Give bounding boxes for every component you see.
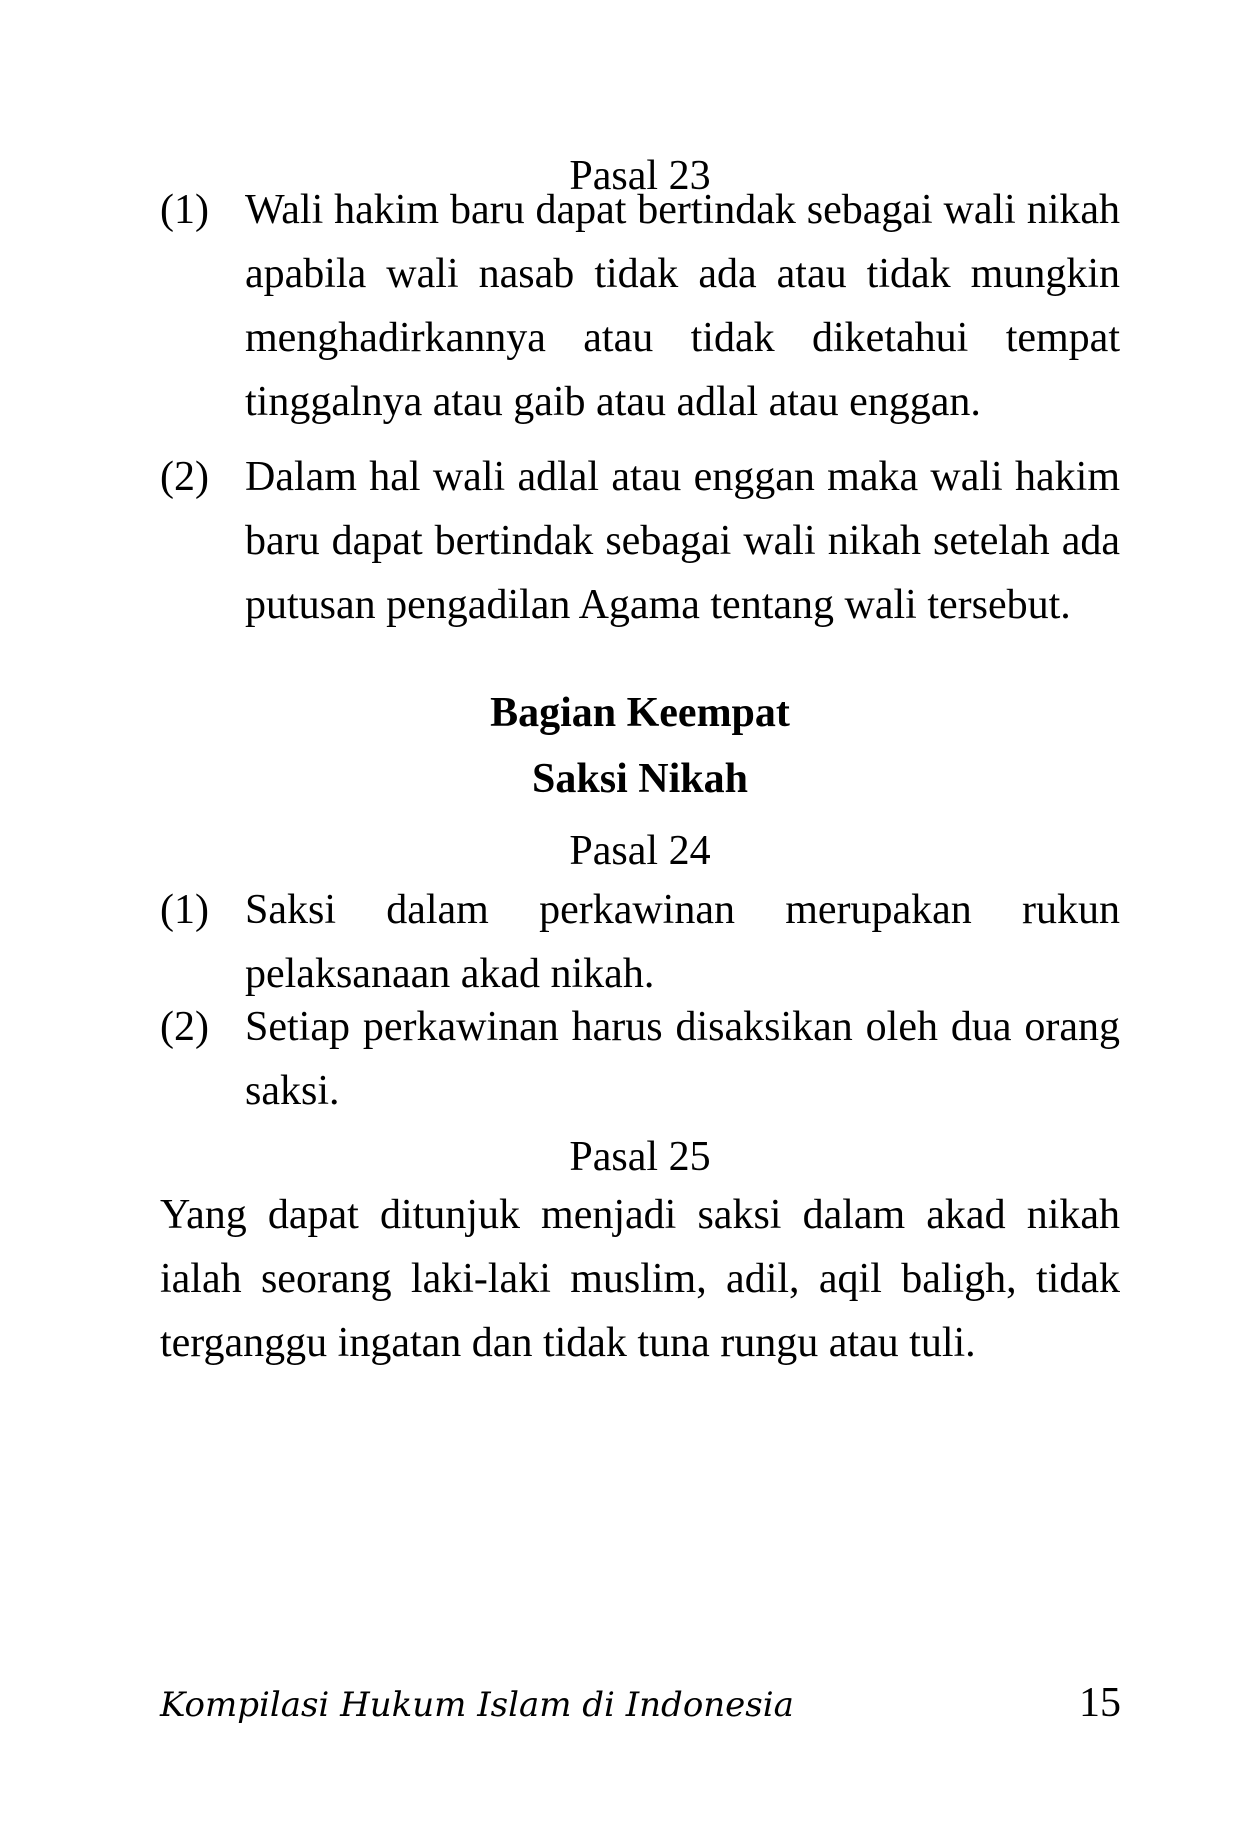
page-number: 15 <box>1079 1680 1121 1726</box>
pasal-24-item-1 <box>160 878 1120 1006</box>
item-number: (1) <box>160 887 209 933</box>
item-text: Dalam hal wali adlal atau enggan maka wali hakim baru dapat bertindak sebagai wali nikah setelah ada putusan pengadilan Agama tentang wali tersebut. <box>245 454 1120 628</box>
pasal-24-heading: Pasal 24 <box>569 828 711 874</box>
pasal-25-heading: Pasal 25 <box>569 1134 711 1180</box>
item-text: Setiap perkawinan harus disaksikan oleh dua orang saksi. <box>245 1004 1120 1114</box>
pasal-23-item-2 <box>160 445 1120 637</box>
item-text: Saksi dalam perkawinan merupakan rukun pelaksanaan akad nikah. <box>245 887 1120 997</box>
pasal-23-item-1 <box>160 178 1120 434</box>
item-number: (1) <box>160 187 209 233</box>
footer-book-title: Kompilasi Hukum Islam di Indonesia <box>160 1685 794 1725</box>
section-name-heading: Saksi Nikah <box>532 756 748 802</box>
pasal-23-heading: Pasal 23 <box>569 153 711 199</box>
item-number: (2) <box>160 1004 209 1050</box>
pasal-25-text: Yang dapat ditunjuk menjadi saksi dalam akad nikah ialah seorang laki-laki muslim, adil, aqil baligh, tidak terganggu ingatan dan tidak tuna rungu atau tuli. <box>160 1192 1120 1366</box>
item-text: Wali hakim baru dapat bertindak sebagai wali nikah apabila wali nasab tidak ada atau tidak mungkin menghadirkannya atau tidak diketahui tempat tinggalnya atau gaib atau adlal atau enggan. <box>245 187 1120 425</box>
item-number: (2) <box>160 454 209 500</box>
pasal-24-item-2 <box>160 995 1120 1123</box>
section-part-heading: Bagian Keempat <box>490 690 790 736</box>
